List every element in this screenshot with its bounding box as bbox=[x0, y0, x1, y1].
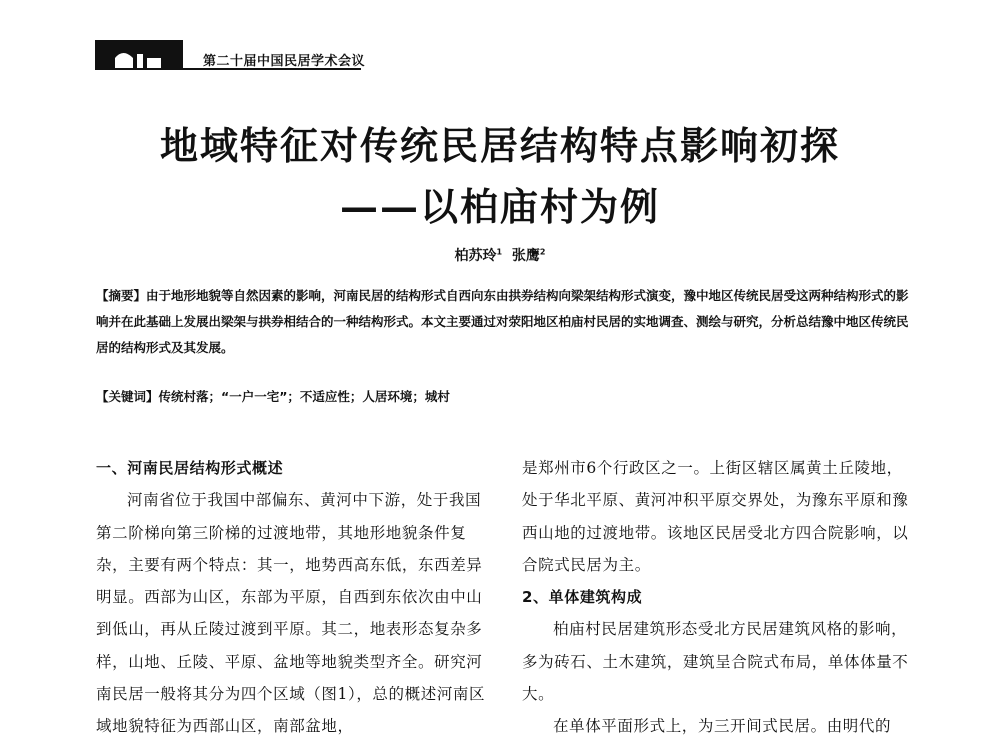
abstract: 【摘要】由于地形地貌等自然因素的影响，河南民居的结构形式自西向东由拱券结构向梁架结构形式演变，豫中地区传统民居受这两种结构形式的影响并在此基础上发展出梁架与拱券相结合的一种结构形式。本文主要通过对荥阳地区柏庙村民居的实地调查、测绘与研究，分析总结豫中地区传统民居的结构形式及其发展。 bbox=[96, 288, 909, 355]
conference-name: 第二十届中国民居学术会议 bbox=[203, 54, 366, 69]
body-paragraph: 在单体平面形式上，为三开间式民居。由明代的 bbox=[553, 717, 892, 736]
section-heading: 一、河南民居结构形式概述 bbox=[96, 459, 284, 477]
author-affiliation: 2 bbox=[539, 247, 546, 257]
author-name: 柏苏玲 bbox=[454, 248, 497, 264]
author-affiliation: 1 bbox=[496, 247, 503, 257]
authors bbox=[0, 245, 1000, 265]
house-logo-icon bbox=[95, 40, 183, 70]
body-paragraph: 柏庙村民居建筑形态受北方民居建筑风格的影响，多为砖石、土木建筑，建筑呈合院式布局，单体体量不大。 bbox=[522, 620, 909, 704]
body-paragraph: 河南省位于我国中部偏东、黄河中下游，处于我国第二阶梯向第三阶梯的过渡地带，其地形地貌条件复杂，主要有两个特点：其一，地势西高东低，东西差异明显。西部为山区，东部为平原，自西到东依次由中山到低山，再从丘陵过渡到平原。其二，地表形态复杂多样，山地、丘陵、平原、盆地等地貌类型齐全。研究河南民居一般将其分为四个区域（图1），总的概述河南区域地貌特征为西部山区，南部盆地， bbox=[96, 491, 486, 736]
paper-title: 地域特征对传统民居结构特点影响初探 bbox=[159, 123, 840, 168]
author-name: 张鹰 bbox=[511, 248, 540, 264]
section-heading: 2、单体建筑构成 bbox=[522, 588, 643, 607]
right-column bbox=[522, 452, 914, 743]
left-column bbox=[96, 452, 488, 743]
running-header bbox=[95, 40, 995, 72]
paper-subtitle: ——以柏庙村为例 bbox=[339, 184, 660, 229]
keywords: 【关键词】传统村落；“一户一宅”；不适应性；人居环境；城村 bbox=[96, 389, 450, 404]
body-paragraph: 是郑州市6个行政区之一。上街区辖区属黄土丘陵地，处于华北平原、黄河冲积平原交界处，为豫东平原和豫西山地的过渡地带。该地区民居受北方四合院影响，以合院式民居为主。 bbox=[522, 459, 909, 574]
